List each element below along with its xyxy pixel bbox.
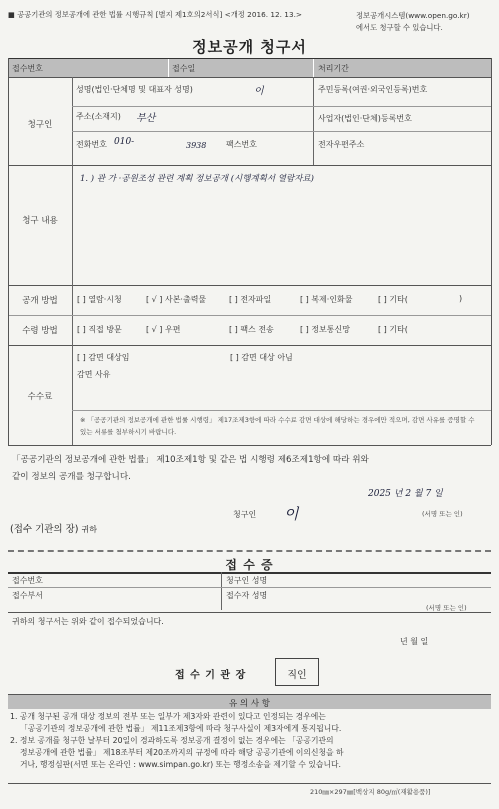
recipient-suffix: 귀하	[81, 525, 98, 534]
address-value: 부산	[136, 113, 156, 124]
request-content-text: 1. ) 관 가 ·공원조성 관련 계획 정보공개 (시행계획서 열람자료)	[80, 174, 314, 184]
note-2-line2: 정보공개에 관한 법률」 제18조부터 제20조까지의 규정에 따라 해당 공공기관에 이의신청을 하	[20, 748, 344, 757]
request-statement-line1: 「공공기관의 정보공개에 관한 법률」 제10조제1항 및 같은 법 시행령 제6조제1항에 따라 위와	[12, 455, 369, 465]
fax-label: 팩스번호	[226, 140, 257, 149]
recipient-agency: (접수 기관의 장)	[10, 524, 79, 535]
method-other[interactable]: [ ] 기타(	[378, 295, 408, 304]
receive-visit[interactable]: [ ] 직접 방문	[77, 325, 122, 334]
receive-fax[interactable]: [ ] 팩스 전송	[229, 325, 274, 334]
recipient-line	[10, 521, 97, 535]
official-seal-box	[275, 658, 319, 686]
receipt-date-label: 접수일	[172, 64, 196, 73]
receiver-name-label: 접수자 성명	[226, 591, 268, 600]
request-statement-line2: 같이 정보의 공개를 청구합니다.	[12, 472, 131, 482]
requester-signature: 이	[284, 505, 299, 523]
form-reference: ■ 공공기관의 정보공개에 관한 법률 시행규칙 [별지 제1호의2서식] <개정 2016. 12. 13.>	[8, 10, 303, 19]
receipt-requester-name-label: 청구인 성명	[226, 576, 268, 585]
disclosure-method-label: 공개 방법	[22, 296, 58, 306]
name-value: 이	[254, 86, 264, 97]
signature-seal-label: (서명 또는 인)	[422, 510, 463, 518]
fee-exempt-reason-label: 감면 사유	[77, 370, 111, 379]
request-content-label: 청구 내용	[22, 216, 58, 226]
receipt-title: 접 수 증	[225, 558, 274, 572]
phone-label: 전화번호	[76, 140, 107, 149]
online-system-note	[356, 10, 470, 34]
receiving-agency-head: 접 수 기 관 장	[175, 670, 247, 681]
note-2-line3: 거나, 행정심판(서면 또는 온라인 : www.simpan.go.kr) 또는 행정소송을 제기할 수 있습니다.	[20, 760, 341, 769]
paper-spec: 210㎜×297㎜[백상지 80g/㎡(재활용품)]	[310, 788, 431, 796]
page-title: 정보공개 청구서	[192, 38, 307, 56]
note-1-line1: 1. 공개 청구된 공개 대상 정보의 전부 또는 일부가 제3자와 관련이 있다고 인정되는 경우에는	[10, 712, 326, 721]
fee-label: 수수료	[27, 392, 53, 402]
request-date: 2025 년 2 월 7 일	[368, 489, 443, 499]
fee-exempt-option[interactable]: [ ] 감면 대상임	[77, 353, 130, 362]
name-label: 성명(법인·단체명 및 대표자 성명)	[76, 85, 193, 94]
receiver-seal-label: (서명 또는 인)	[426, 604, 467, 612]
processing-period-label: 처리기간	[318, 64, 349, 73]
note-1-line2: 「공공기관의 정보공개에 관한 법률」 제11조제3항에 따라 청구사실이 제3자에게 통지됩니다.	[20, 724, 342, 733]
receipt-number-label: 접수번호	[12, 64, 43, 73]
receipt-dept-label: 접수부서	[12, 591, 43, 600]
note-2-line1: 2. 정보 공개를 청구한 날부터 20일이 경과하도록 정보공개 결정이 없는 경우에는 「공공기관의	[10, 736, 334, 745]
address-label: 주소(소재지)	[76, 112, 121, 121]
method-view[interactable]: [ ] 열람·시청	[77, 295, 122, 304]
receipt-statement: 귀하의 청구서는 위와 같이 접수되었습니다.	[12, 617, 164, 626]
receive-mail[interactable]: [ √ ] 우편	[146, 325, 181, 334]
request-statement	[12, 452, 492, 486]
id-number-label: 주민등록(여권·외국인등록)번호	[318, 85, 428, 94]
email-label: 전자우편주소	[318, 140, 365, 149]
business-number-label: 사업자(법인·단체)등록번호	[318, 114, 412, 123]
requester-section-label: 청구인	[27, 120, 53, 130]
receipt-bar	[8, 59, 491, 77]
cut-line	[8, 550, 491, 552]
receive-other[interactable]: [ ] 기타(	[378, 325, 408, 334]
fee-note: ※ 「공공기관의 정보공개에 관한 법률 시행령」 제17조제3항에 따라 수수료 감면 대상에 해당하는 경우에만 적으며, 감면 사유를 증명할 수 있는 서류를 첨부하시기 바랍니다.	[80, 416, 475, 436]
phone-value-tail: 3938	[186, 141, 207, 150]
method-reproduction[interactable]: [ ] 복제·인화물	[300, 295, 353, 304]
online-system-desc: 에서도 청구할 수 있습니다.	[356, 23, 443, 32]
online-system-url: 정보공개시스템(www.open.go.kr)	[356, 11, 470, 20]
signature-requester-label: 청구인	[233, 510, 257, 519]
receipt-date: 년 월 일	[400, 637, 429, 646]
notes-title: 유 의 사 항	[229, 699, 270, 709]
receive-network[interactable]: [ ] 정보통신망	[300, 325, 350, 334]
notes-body	[10, 711, 494, 771]
method-other-close: )	[459, 294, 463, 303]
phone-value: 010-	[114, 137, 135, 147]
method-electronic-file[interactable]: [ ] 전자파일	[229, 295, 272, 304]
receiving-method-label: 수령 방법	[22, 326, 58, 336]
fee-not-exempt-option[interactable]: [ ] 감면 대상 아님	[230, 353, 293, 362]
receipt-number-field-label: 접수번호	[12, 576, 43, 585]
official-seal-text: 직인	[287, 670, 307, 681]
method-copy[interactable]: [ √ ] 사본·출력물	[146, 295, 207, 304]
